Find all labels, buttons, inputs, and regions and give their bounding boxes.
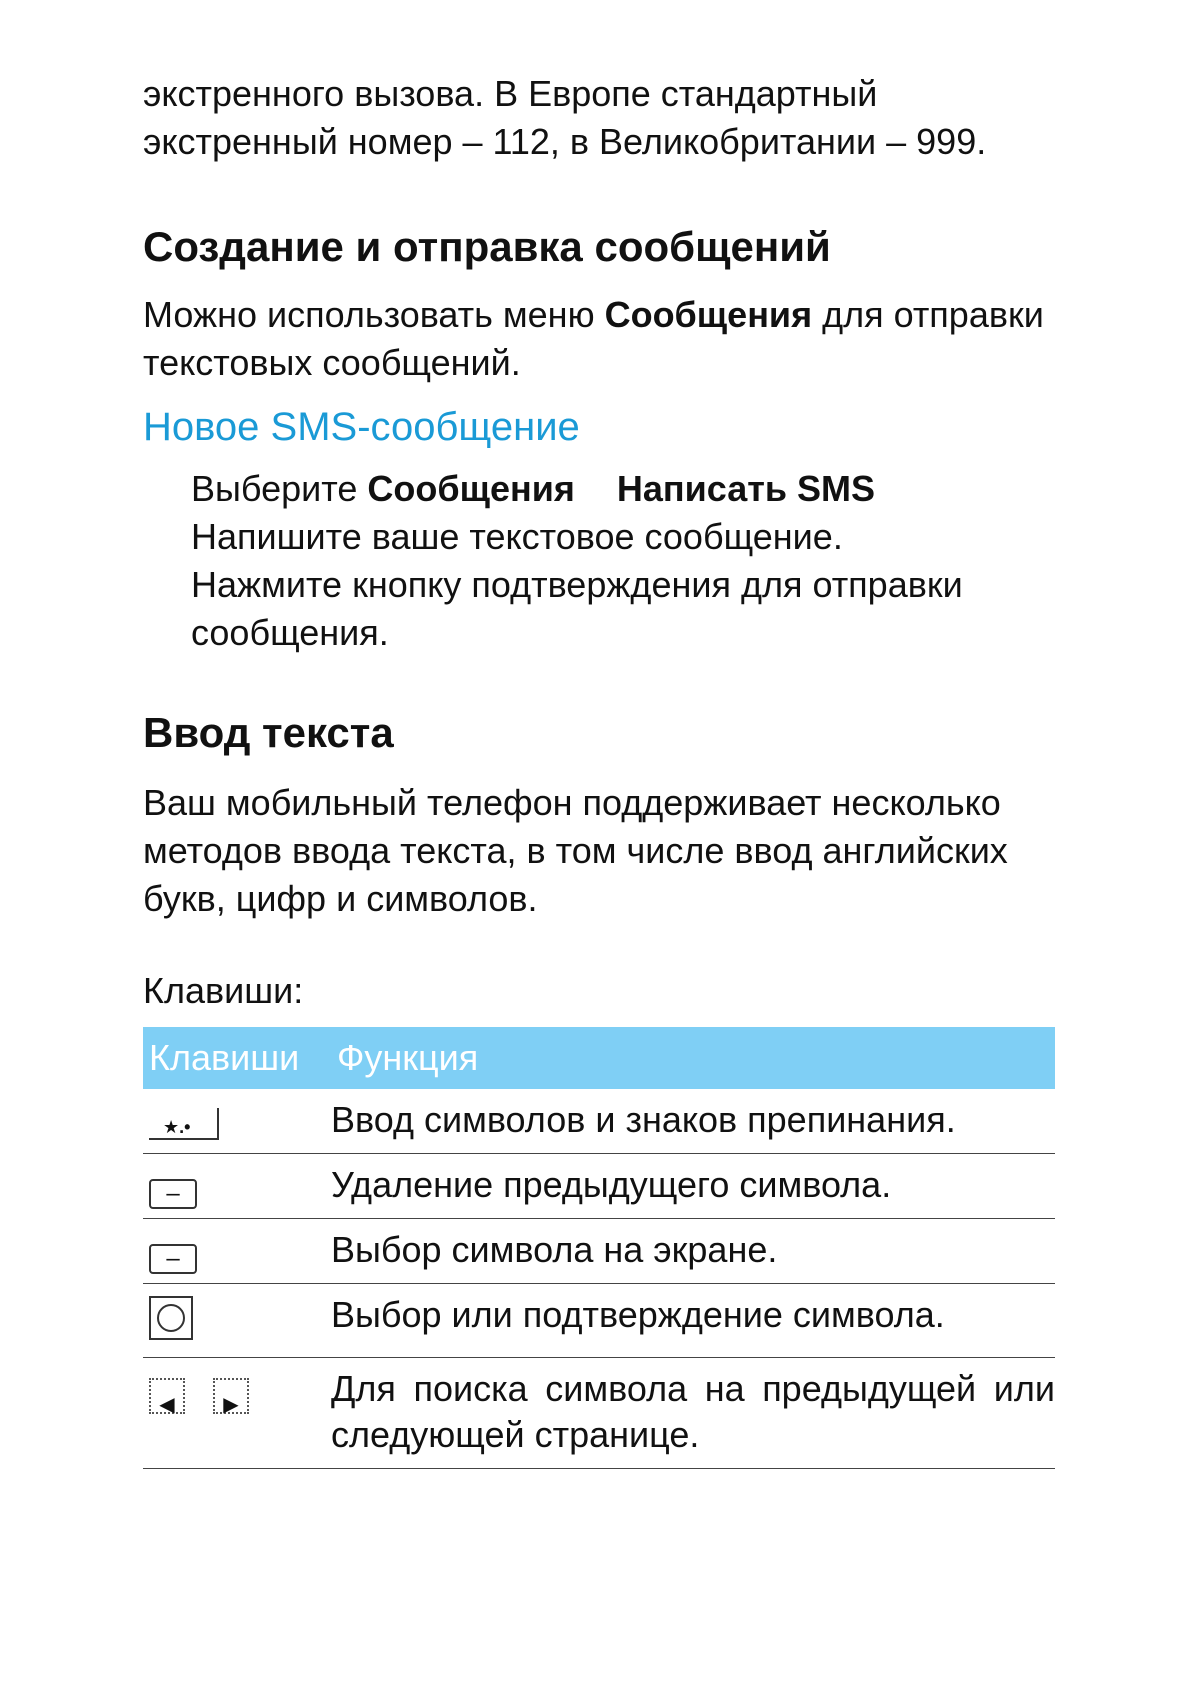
row-function: Выбор или подтверждение символа. — [331, 1284, 1055, 1358]
sms-step-3 — [143, 561, 1055, 657]
keys-label: Клавиши: — [143, 970, 304, 1011]
step1-menu: Сообщения — [367, 468, 575, 509]
soft-key-icon: – — [149, 1179, 197, 1209]
row-function: Выбор символа на экране. — [331, 1219, 1055, 1284]
section-title-messages: Создание и отправка сообщений — [143, 223, 831, 270]
sms-step-2: Напишите ваше текстовое сообщение. — [191, 516, 843, 557]
row-function: Для поиска символа на предыдущей или следующей странице. — [331, 1358, 1055, 1469]
step1-submenu: Написать SMS — [616, 468, 876, 509]
messages-body-post: для отправки — [812, 294, 1044, 335]
section-title-sms: Новое SMS-сообщение — [143, 405, 580, 449]
intro-line-2: экстренный номер – 112, в Великобритании – 999. — [143, 121, 987, 162]
nav-left-icon: ◀ — [149, 1378, 185, 1414]
messages-body-bold: Сообщения — [604, 294, 813, 335]
input-line-2: методов ввода текста, в том числе ввод английских — [143, 830, 1008, 871]
step3-line-2: сообщения. — [191, 612, 389, 653]
row-function: Ввод символов и знаков препинания. — [331, 1089, 1055, 1154]
table-header-keys: Клавиши — [149, 1037, 300, 1078]
step1-pre: Выберите — [191, 468, 368, 509]
table-row — [143, 1089, 1055, 1154]
table-row — [143, 1358, 1055, 1469]
row-function: Удаление предыдущего символа. — [331, 1154, 1055, 1219]
sms-step-1 — [143, 465, 1055, 513]
messages-body-line-2: текстовых сообщений. — [143, 342, 521, 383]
keys-table — [143, 1027, 1055, 1469]
step3-line-1: Нажмите кнопку подтверждения для отправки — [191, 564, 963, 605]
star-key-icon: ★.• — [149, 1108, 219, 1140]
section-title-input: Ввод текста — [143, 709, 394, 756]
intro-line-1: экстренного вызова. В Европе стандартный — [143, 73, 878, 114]
table-row — [143, 1154, 1055, 1219]
table-header-row — [143, 1027, 1055, 1089]
messages-body-pre: Можно использовать меню — [143, 294, 605, 335]
ok-key-icon — [149, 1296, 193, 1340]
input-paragraph — [143, 779, 1055, 923]
soft-key-icon: – — [149, 1244, 197, 1274]
page-content — [143, 70, 1055, 1469]
input-line-3: букв, цифр и символов. — [143, 878, 538, 919]
input-line-1: Ваш мобильный телефон поддерживает несколько — [143, 782, 1001, 823]
table-header-function: Функция — [337, 1037, 479, 1078]
table-row — [143, 1284, 1055, 1358]
table-row — [143, 1219, 1055, 1284]
sms-steps — [143, 465, 1055, 657]
intro-paragraph — [143, 70, 1055, 166]
messages-paragraph — [143, 291, 1055, 387]
nav-right-icon: ▶ — [213, 1378, 249, 1414]
